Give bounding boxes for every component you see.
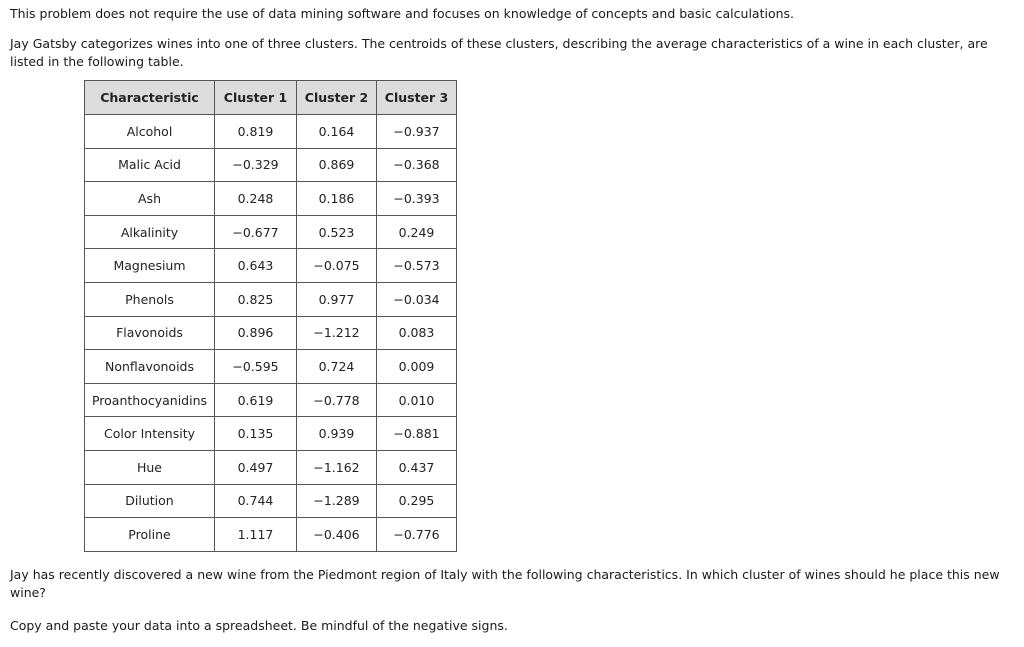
characteristic-cell: Proline (85, 518, 215, 552)
cluster-1-value-cell: −0.677 (215, 215, 297, 249)
cluster-3-value-cell: −0.573 (377, 249, 457, 283)
characteristic-cell: Color Intensity (85, 417, 215, 451)
table-row (85, 316, 457, 350)
cluster-3-value-cell: 0.009 (377, 350, 457, 384)
cluster-1-value-cell: 0.619 (215, 383, 297, 417)
cluster-3-value-cell: 0.295 (377, 484, 457, 518)
characteristic-cell: Proanthocyanidins (85, 383, 215, 417)
cluster-1-value-cell: −0.329 (215, 148, 297, 182)
cluster-3-value-cell: 0.249 (377, 215, 457, 249)
cluster-3-value-cell: −0.881 (377, 417, 457, 451)
characteristic-cell: Flavonoids (85, 316, 215, 350)
note-text: Copy and paste your data into a spreadsheet. Be mindful of the negative signs. (10, 618, 508, 633)
table-row (85, 350, 457, 384)
cluster-2-value-cell: 0.186 (297, 182, 377, 216)
table-header (85, 81, 457, 115)
cluster-2-value-cell: 0.523 (297, 215, 377, 249)
cluster-3-value-cell: 0.437 (377, 450, 457, 484)
table-row (85, 148, 457, 182)
header-row (85, 81, 457, 115)
characteristic-cell: Dilution (85, 484, 215, 518)
table-row (85, 518, 457, 552)
cluster-2-value-cell: −1.289 (297, 484, 377, 518)
cluster-1-value-cell: 0.744 (215, 484, 297, 518)
cluster-2-value-cell: 0.977 (297, 282, 377, 316)
table-row (85, 383, 457, 417)
characteristic-cell: Ash (85, 182, 215, 216)
intro-text: This problem does not require the use of data mining software and focuses on knowledge of concepts and basic calculations. (10, 6, 795, 21)
cluster-2-value-cell: −0.075 (297, 249, 377, 283)
cluster-3-value-cell: −0.034 (377, 282, 457, 316)
cluster-2-value-cell: −0.406 (297, 518, 377, 552)
cluster-3-value-cell: −0.393 (377, 182, 457, 216)
table-row (85, 282, 457, 316)
cluster-1-value-cell: 0.896 (215, 316, 297, 350)
characteristic-cell: Magnesium (85, 249, 215, 283)
cluster-1-value-cell: −0.595 (215, 350, 297, 384)
cluster-2-value-cell: −0.778 (297, 383, 377, 417)
cluster-1-value-cell: 1.117 (215, 518, 297, 552)
table-row (85, 215, 457, 249)
characteristic-cell: Phenols (85, 282, 215, 316)
context-text: Jay Gatsby categorizes wines into one of three clusters. The centroids of these clusters, describing the average characteristics of a wine in each cluster, are listed in the following table. (10, 36, 988, 69)
characteristic-cell: Nonflavonoids (85, 350, 215, 384)
cluster-2-value-cell: 0.869 (297, 148, 377, 182)
cluster-2-value-cell: 0.164 (297, 115, 377, 149)
characteristic-cell: Hue (85, 450, 215, 484)
question-text: Jay has recently discovered a new wine from the Piedmont region of Italy with the following characteristics. In which cluster of wines should he place this new wine? (10, 567, 1000, 600)
table-row (85, 484, 457, 518)
table-row (85, 115, 457, 149)
cluster-1-value-cell: 0.135 (215, 417, 297, 451)
cluster-3-value-cell: −0.776 (377, 518, 457, 552)
table-row (85, 450, 457, 484)
cluster-2-value-cell: 0.939 (297, 417, 377, 451)
centroid-table (84, 80, 457, 552)
cluster-3-value-cell: −0.368 (377, 148, 457, 182)
characteristic-cell: Alkalinity (85, 215, 215, 249)
cluster-1-value-cell: 0.643 (215, 249, 297, 283)
cluster-3-value-cell: 0.010 (377, 383, 457, 417)
characteristic-cell: Malic Acid (85, 148, 215, 182)
table-row (85, 182, 457, 216)
cluster-2-value-cell: 0.724 (297, 350, 377, 384)
table-row (85, 249, 457, 283)
cluster-3-value-cell: 0.083 (377, 316, 457, 350)
cluster-1-value-cell: 0.497 (215, 450, 297, 484)
cluster-3-value-cell: −0.937 (377, 115, 457, 149)
header-characteristic: Characteristic (85, 81, 215, 115)
header-cluster-3: Cluster 3 (377, 81, 457, 115)
table-row (85, 417, 457, 451)
cluster-2-value-cell: −1.212 (297, 316, 377, 350)
cluster-2-value-cell: −1.162 (297, 450, 377, 484)
header-cluster-2: Cluster 2 (297, 81, 377, 115)
cluster-1-value-cell: 0.248 (215, 182, 297, 216)
cluster-1-value-cell: 0.819 (215, 115, 297, 149)
characteristic-cell: Alcohol (85, 115, 215, 149)
header-cluster-1: Cluster 1 (215, 81, 297, 115)
table-body (85, 115, 457, 552)
cluster-1-value-cell: 0.825 (215, 282, 297, 316)
